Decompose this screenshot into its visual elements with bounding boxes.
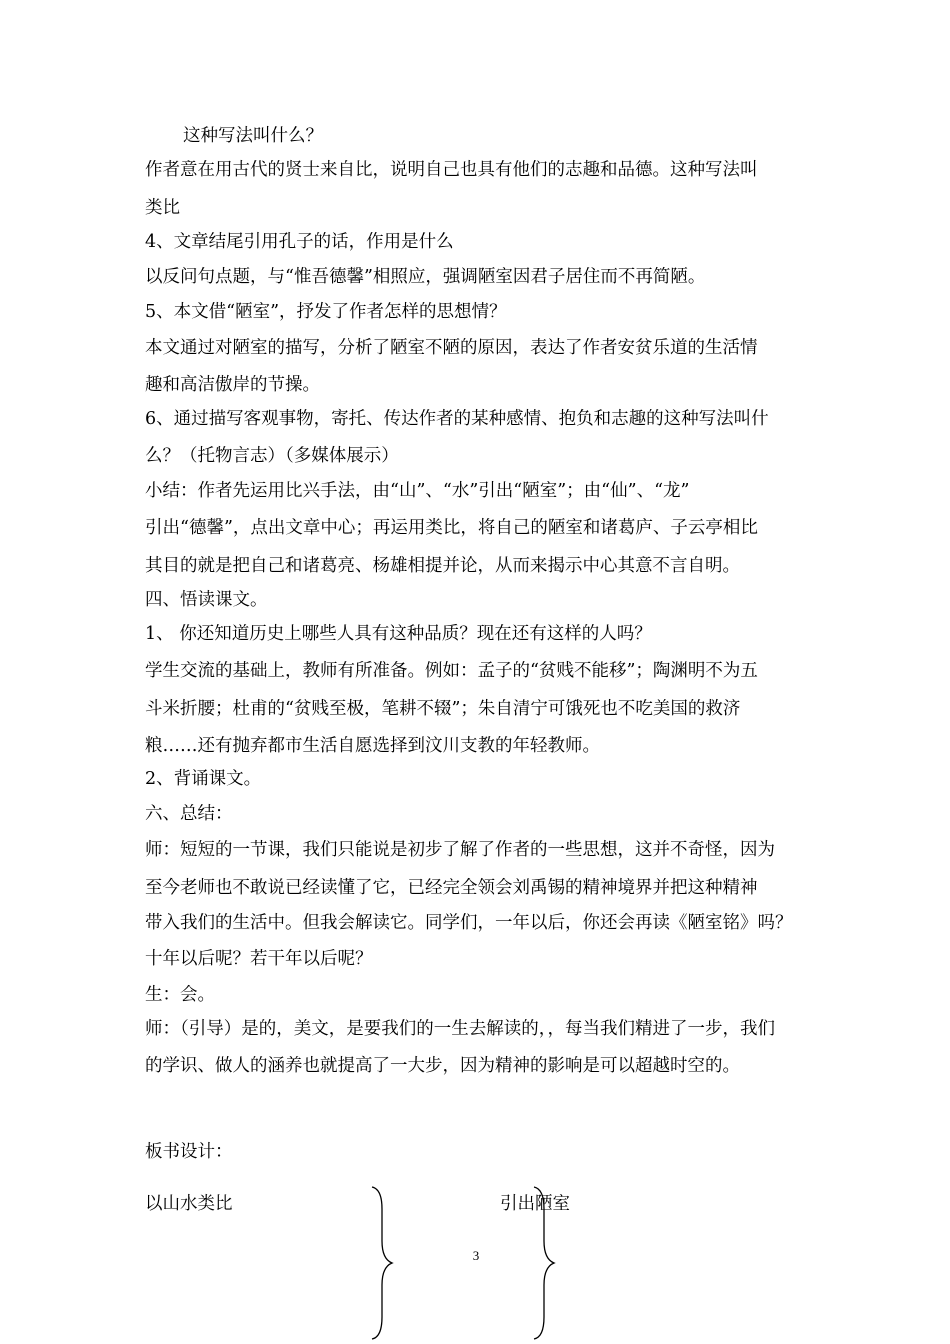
text-line: 粮……还有抛弃都市生活自愿选择到汶川支教的年轻教师。	[145, 736, 600, 756]
text-line: 的学识、做人的涵养也就提高了一大步，因为精神的影响是可以超越时空的。	[145, 1056, 740, 1076]
text-line: 小结：作者先运用比兴手法，由“山”、“水”引出“陋室”；由“仙”、“龙”	[145, 481, 690, 501]
section-heading: 四、悟读课文。	[145, 590, 268, 610]
board-design-title: 板书设计：	[145, 1142, 233, 1162]
text-line: 类比	[145, 198, 180, 218]
text-line: 1、 你还知道历史上哪些人具有这种品质？现在还有这样的人吗？	[145, 624, 652, 644]
right-brace-icon	[368, 1185, 398, 1341]
text-line: 师：（引导）是的，美文，是要我们的一生去解读的，，每当我们精进了一步，我们	[145, 1019, 775, 1039]
text-line: 引出“德馨”，点出文章中心；再运用类比，将自己的陋室和诸葛庐、子云亭相比	[145, 518, 758, 538]
text-line: 本文通过对陋室的描写，分析了陋室不陋的原因，表达了作者安贫乐道的生活情	[145, 338, 758, 358]
text-line: 这种写法叫什么？	[183, 126, 323, 146]
board-left-text: 以山水类比	[145, 1194, 233, 1214]
text-line: 师：短短的一节课，我们只能说是初步了解了作者的一些思想，这并不奇怪，因为	[145, 840, 775, 860]
text-line: 带入我们的生活中。但我会解读它。同学们，一年以后，你还会再读《陋室铭》吗？	[145, 913, 793, 933]
text-line: 其目的就是把自己和诸葛亮、杨雄相提并论，从而来揭示中心其意不言自明。	[145, 556, 740, 576]
text-line: 么？（托物言志）（多媒体展示）	[145, 446, 399, 466]
text-line: 2、背诵课文。	[145, 769, 262, 789]
text-line: 以反问句点题，与“惟吾德馨”相照应，强调陋室因君子居住而不再简陋。	[145, 267, 706, 287]
page-number: 3	[472, 1248, 480, 1263]
text-line: 十年以后呢？若干年以后呢？	[145, 949, 373, 969]
text-line: 5、本文借“陋室”，抒发了作者怎样的思想情？	[145, 302, 507, 322]
text-line: 至今老师也不敢说已经读懂了它，已经完全领会刘禹锡的精神境界并把这种精神	[145, 878, 758, 898]
section-heading: 六、总结：	[145, 804, 233, 824]
text-line: 生：会。	[145, 985, 215, 1005]
text-line: 学生交流的基础上，教师有所准备。例如：孟子的“贫贱不能移”；陶渊明不为五	[145, 661, 758, 681]
text-line: 作者意在用古代的贤士来自比，说明自己也具有他们的志趣和品德。这种写法叫	[145, 160, 758, 180]
text-line: 趣和高洁傲岸的节操。	[145, 375, 320, 395]
board-right-text: 引出陋室	[500, 1194, 570, 1214]
text-line: 斗米折腰；杜甫的“贫贱至极，笔耕不辍”；朱自清宁可饿死也不吃美国的救济	[145, 699, 741, 719]
text-line: 6、通过描写客观事物，寄托、传达作者的某种感情、抱负和志趣的这种写法叫什	[145, 409, 769, 429]
text-line: 4、文章结尾引用孔子的话，作用是什么	[145, 232, 454, 252]
right-brace-icon	[530, 1185, 560, 1341]
